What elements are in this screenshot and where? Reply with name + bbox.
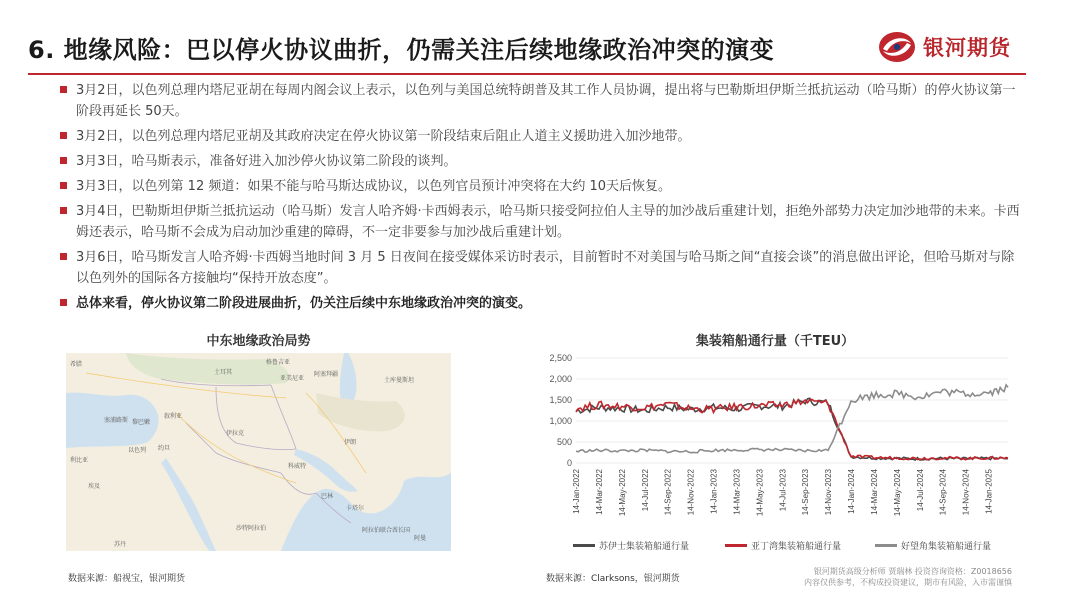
x-tick-label: 14-Jan-2023 (709, 469, 719, 514)
bullet-item (56, 176, 1026, 197)
brand-name: 银河期货 (923, 36, 1011, 60)
bullet-square-icon (60, 207, 67, 214)
title-rule (60, 73, 1026, 75)
map-label-lebanon: 黎巴嫩 (132, 419, 151, 426)
map-label-jordan: 约旦 (158, 445, 171, 452)
legend-item-suez (573, 539, 689, 552)
map-label-bahrain: 巴林 (321, 493, 334, 500)
bullet-item (56, 201, 1026, 243)
map-label-iraq: 伊拉克 (226, 430, 245, 437)
series-line-1 (576, 400, 1008, 460)
container-traffic-chart (540, 346, 1010, 536)
map-label-qatar: 卡塔尔 (346, 505, 365, 512)
x-tick-label: 14-Mar-2024 (869, 469, 879, 515)
x-tick-label: 14-Sep-2024 (938, 469, 948, 516)
x-tick-label: 14-Jan-2022 (572, 469, 581, 514)
x-tick-label: 14-Jul-2023 (778, 469, 788, 512)
bullet-square-icon (60, 86, 67, 93)
bullet-text: 3月2日，以色列总理内塔尼亚胡在每周内阁会议上表示，以色列与美国总统特朗普及其工作人员协调，提出将与巴勒斯坦伊斯兰抵抗运动（哈马斯）的停火协议第一阶段再延长 50天。 (76, 83, 1016, 119)
y-tick-label: 1,000 (549, 416, 572, 426)
x-tick-label: 14-Mar-2023 (732, 469, 742, 515)
bullet-square-icon (60, 157, 67, 164)
map-label-georgia: 格鲁吉亚 (266, 359, 291, 366)
galaxy-swirl-icon (877, 27, 917, 67)
legend-label: 亚丁湾集装箱船通行量 (751, 542, 842, 552)
map-label-greece: 希腊 (70, 361, 83, 368)
series-line-2 (576, 385, 1008, 453)
map-source: 数据来源：船视宝，银河期货 (68, 574, 186, 584)
bullet-square-icon (60, 299, 67, 306)
brand-logo (877, 27, 1011, 67)
map-label-oman: 阿曼 (414, 535, 427, 542)
x-tick-label: 14-May-2022 (617, 469, 627, 517)
x-tick-label: 14-Sep-2023 (801, 469, 811, 516)
map-label-israel: 以色列 (128, 447, 147, 454)
map-label-sudan: 苏丹 (114, 541, 127, 548)
map-title: 中东地缘政治局势 (206, 334, 311, 349)
legend-item-cape (875, 539, 991, 552)
legend-swatch (725, 544, 747, 547)
bullet-square-icon (60, 182, 67, 189)
chart-source: 数据来源：Clarksons，银河期货 (546, 574, 680, 584)
y-tick-label: 2,000 (549, 374, 572, 384)
x-tick-label: 14-Mar-2022 (594, 469, 604, 515)
analyst-line: 银河期货高级分析师 贾瑞林 投资咨询资格：Z0018656 (813, 567, 1012, 576)
bullet-text: 3月4日，巴勒斯坦伊斯兰抵抗运动（哈马斯）发言人哈齐姆·卡西姆表示，哈马斯只接受阿拉伯人主导的加沙战后重建计划，拒绝外部势力决定加沙地带的未来。卡西姆还表示，哈马斯不会成为启动加沙重建的障碍，不一定非要参与加沙战后重建计划。 (76, 204, 1020, 240)
slide-title: 6. 地缘风险：巴以停火协议曲折，仍需关注后续地缘政治冲突的演变 (28, 36, 775, 64)
title-rule-accent (28, 73, 60, 75)
x-tick-label: 14-Nov-2024 (961, 469, 971, 516)
chart-y-ticks (549, 353, 572, 468)
map-label-uae: 阿拉伯联合酋长国 (362, 527, 411, 534)
legend-swatch (875, 544, 897, 547)
map-label-kuwait: 科威特 (288, 463, 307, 470)
y-tick-label: 0 (566, 458, 572, 468)
legend-label: 好望角集装箱船通行量 (901, 542, 992, 552)
chart-series-lines (576, 385, 1008, 460)
disclaimer-footnote (716, 566, 1012, 588)
bullet-square-icon (60, 132, 67, 139)
map-label-saudi: 沙特阿拉伯 (236, 525, 267, 532)
x-tick-label: 14-Jul-2024 (915, 469, 925, 512)
x-tick-label: 14-Jul-2022 (640, 469, 650, 512)
bullet-item (56, 151, 1026, 172)
bullet-item (56, 247, 1026, 289)
bullet-text: 总体来看，停火协议第二阶段进展曲折，仍关注后续中东地缘政治冲突的演变。 (76, 296, 532, 311)
map-label-syria: 叙利亚 (164, 413, 183, 420)
x-tick-label: 14-Jan-2025 (984, 469, 994, 514)
x-tick-label: 14-Sep-2022 (663, 469, 673, 516)
x-tick-label: 14-May-2024 (892, 469, 902, 517)
bullet-item (56, 80, 1026, 122)
x-tick-label: 14-Nov-2023 (824, 469, 834, 516)
chart-x-ticks (572, 468, 994, 516)
y-tick-label: 2,500 (549, 353, 572, 363)
legend-label: 苏伊士集装箱船通行量 (599, 542, 690, 552)
bullet-item (56, 126, 1026, 147)
y-tick-label: 500 (556, 437, 572, 447)
legend-item-aden (725, 539, 841, 552)
chart-title: 集装箱船通行量（千TEU） (695, 334, 855, 349)
map-label-azerbaijan: 阿塞拜疆 (314, 371, 339, 378)
x-tick-label: 14-May-2023 (755, 469, 765, 517)
bullet-summary (56, 293, 1026, 314)
map-label-cyprus: 塞浦路斯 (104, 417, 129, 424)
bullet-text: 3月6日，哈马斯发言人哈齐姆·卡西姆当地时间 3 月 5 日夜间在接受媒体采访时表示，目前暂时不对美国与哈马斯之间“直接会谈”的消息做出评论，但哈马斯对与除以色列外的国际各方接触均“保持开放态度”。 (76, 250, 1015, 286)
bullet-text: 3月3日，哈马斯表示，准备好进入加沙停火协议第二阶段的谈判。 (76, 154, 457, 169)
map-label-armenia: 亚美尼亚 (280, 375, 305, 382)
risk-line: 内容仅供参考，不构成投资建议，期市有风险，入市需谨慎 (804, 578, 1012, 587)
bullet-text: 3月3日，以色列第 12 频道：如果不能与哈马斯达成协议，以色列官员预计冲突将在大约 10天后恢复。 (76, 179, 672, 194)
bullet-text: 3月2日，以色列总理内塔尼亚胡及其政府决定在停火协议第一阶段结束后阻止人道主义援助进入加沙地带。 (76, 129, 691, 144)
legend-swatch (573, 544, 595, 547)
bullet-list (56, 80, 1026, 318)
map-label-egypt: 埃及 (88, 483, 101, 490)
middle-east-map (66, 353, 451, 551)
map-label-turkmenistan: 土库曼斯坦 (384, 377, 415, 384)
map-label-turkey: 土耳其 (214, 369, 233, 376)
y-tick-label: 1,500 (549, 395, 572, 405)
map-label-iran: 伊朗 (344, 439, 357, 446)
map-label-libya: 利比亚 (70, 457, 89, 464)
x-tick-label: 14-Jan-2024 (847, 469, 857, 514)
bullet-square-icon (60, 253, 67, 260)
x-tick-label: 14-Nov-2022 (686, 469, 696, 516)
